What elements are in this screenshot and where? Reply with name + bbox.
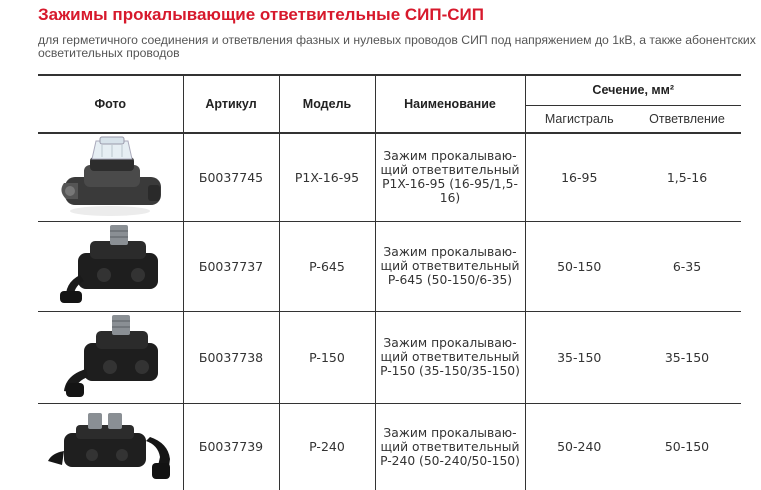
cell-branch: 1,5-16 — [633, 133, 741, 221]
header-article: Артикул — [183, 75, 279, 133]
header-photo: Фото — [38, 75, 183, 133]
header-name: Наименование — [375, 75, 525, 133]
cell-branch: 35-150 — [633, 311, 741, 403]
cell-name: Зажим прокалываю-щий ответвительный P1X-16-95 (16-95/1,5-16) — [375, 133, 525, 221]
cell-main: 50-240 — [525, 403, 633, 490]
cell-model: P1X-16-95 — [279, 133, 375, 221]
clamp-p150-image — [50, 313, 170, 401]
cell-model: P-150 — [279, 311, 375, 403]
header-section: Сечение, мм² — [525, 75, 741, 105]
cell-article: Б0037739 — [183, 403, 279, 490]
header-main: Магистраль — [525, 105, 633, 133]
cell-main: 50-150 — [525, 221, 633, 311]
header-branch: Ответвление — [633, 105, 741, 133]
header-model: Модель — [279, 75, 375, 133]
page-subtitle: для герметичного соединения и ответвления фазных и нулевых проводов СИП под напряжением до 1кВ, а также абонентских осветительных проводов — [38, 33, 756, 60]
table-row — [38, 221, 741, 311]
cell-article: Б0037737 — [183, 221, 279, 311]
cell-main: 35-150 — [525, 311, 633, 403]
product-photo-cell — [38, 133, 183, 221]
table-row — [38, 403, 741, 490]
cell-article: Б0037745 — [183, 133, 279, 221]
product-photo-cell — [38, 221, 183, 311]
clamp-p645-image — [50, 223, 170, 309]
table-row — [38, 133, 741, 221]
cell-branch: 50-150 — [664, 439, 710, 454]
clamp-p1x-image — [50, 135, 170, 219]
page-title: Зажимы прокалывающие ответвительные СИП-СИП — [38, 5, 484, 24]
product-photo-cell — [38, 403, 183, 490]
cell-branch: 6-35 — [633, 221, 741, 311]
clamp-p240-image — [46, 411, 174, 483]
cell-article: Б0037738 — [183, 311, 279, 403]
cell-name: Зажим прокалываю-щий ответвительный P-240 (50-240/50-150) — [375, 403, 525, 490]
cell-main: 16-95 — [525, 133, 633, 221]
table-row — [38, 311, 741, 403]
product-table — [38, 74, 741, 490]
cell-name: Зажим прокалываю-щий ответвительный P-645 (50-150/6-35) — [375, 221, 525, 311]
product-photo-cell — [38, 311, 183, 403]
cell-model: P-645 — [279, 221, 375, 311]
cell-name: Зажим прокалываю-щий ответвительный P-150 (35-150/35-150) — [375, 311, 525, 403]
cell-model: P-240 — [279, 403, 375, 490]
